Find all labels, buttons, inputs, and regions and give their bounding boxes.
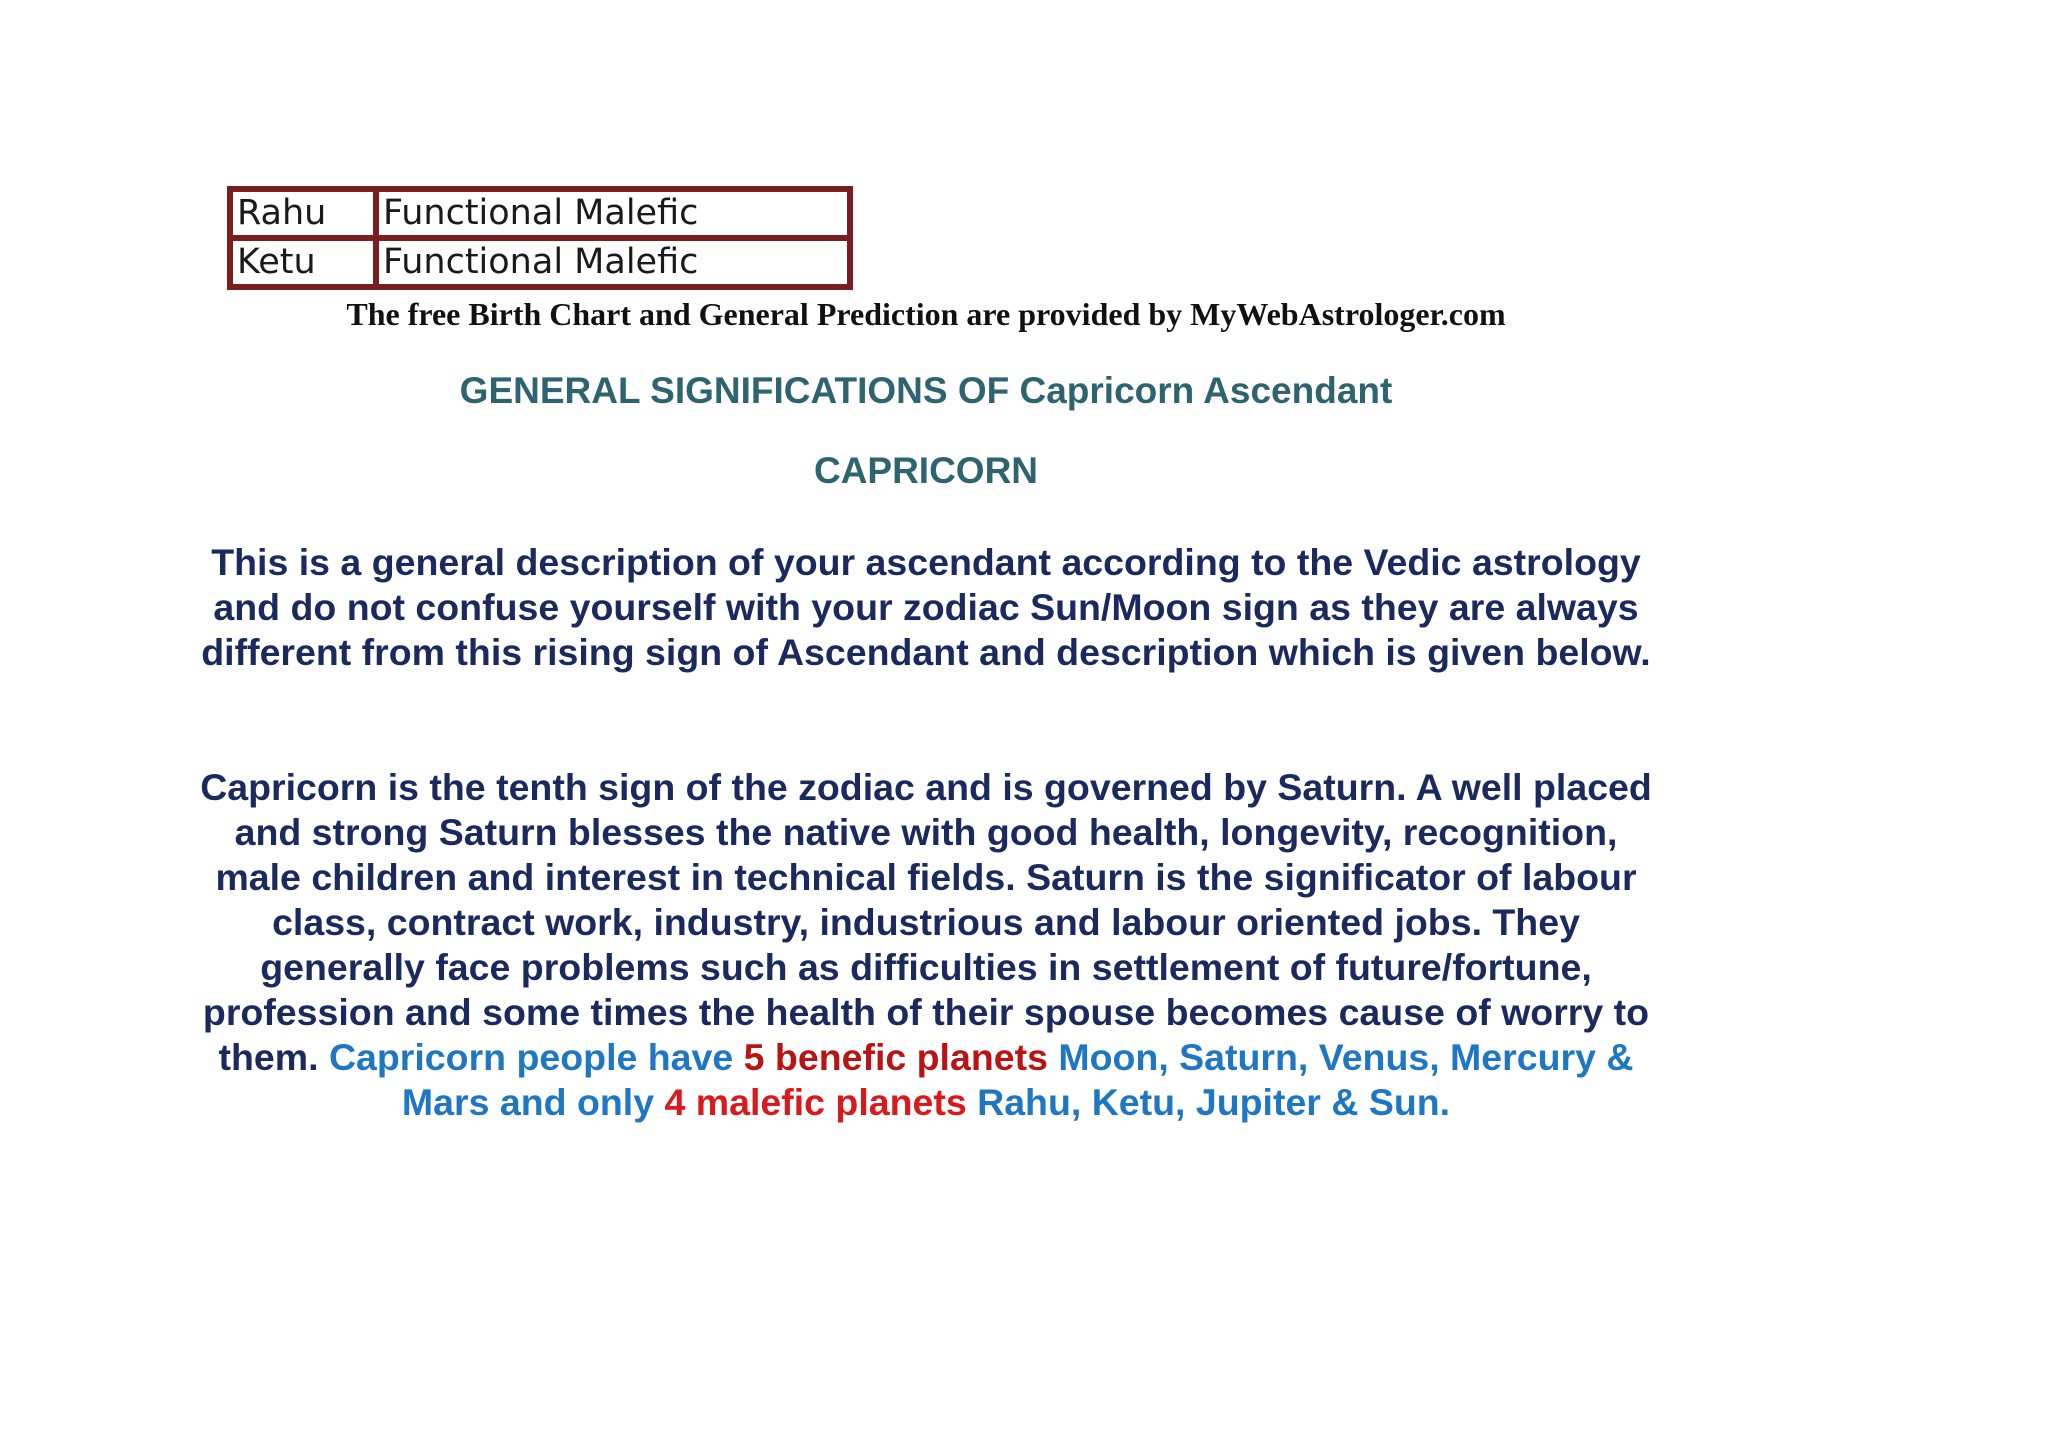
table-row [230, 189, 850, 238]
sign-subtitle: CAPRICORN [813, 450, 1039, 491]
planet-name-cell: Ketu [230, 238, 376, 287]
planet-status-cell: Functional Malefic [376, 238, 850, 287]
table-row [230, 238, 850, 287]
description-main-text: Capricorn is the tenth sign of the zodiac and is governed by Saturn. A well placed and strong Saturn blesses the native with good health, longevity, recognition, male children and interest in technical fields. Saturn is the significator of labour class, contract work, industry, industrious and labour oriented jobs. They generally face problems such as difficulties in settlement of future/fortune, profession and some times the health of their spouse becomes cause of worry to them. [200, 766, 1652, 1078]
people-have-text: Capricorn people have [328, 1036, 734, 1078]
page-title: GENERAL SIGNIFICATIONS OF Capricorn Ascendant [459, 370, 1393, 411]
malefic-count-text: 4 malefic planets [664, 1081, 967, 1123]
planet-status-cell: Functional Malefic [376, 189, 850, 238]
benefic-count-text: 5 benefic planets [743, 1036, 1048, 1078]
benefic-list-text: Moon, Saturn, Venus, Mercury & Mars and only [401, 1036, 1634, 1123]
planet-status-table [227, 186, 853, 290]
intro-paragraph: This is a general description of your ascendant according to the Vedic astrology and do not confuse yourself with your zodiac Sun/Moon sign as they are always different from this rising sign of Ascendant and description which is given below. [201, 541, 1651, 673]
planet-name-cell: Rahu [230, 189, 376, 238]
provider-line: The free Birth Chart and General Prediction are provided by MyWebAstrologer.com [346, 296, 1506, 332]
description-paragraph [200, 765, 1652, 1125]
malefic-list-text: Rahu, Ketu, Jupiter & Sun. [977, 1081, 1451, 1123]
